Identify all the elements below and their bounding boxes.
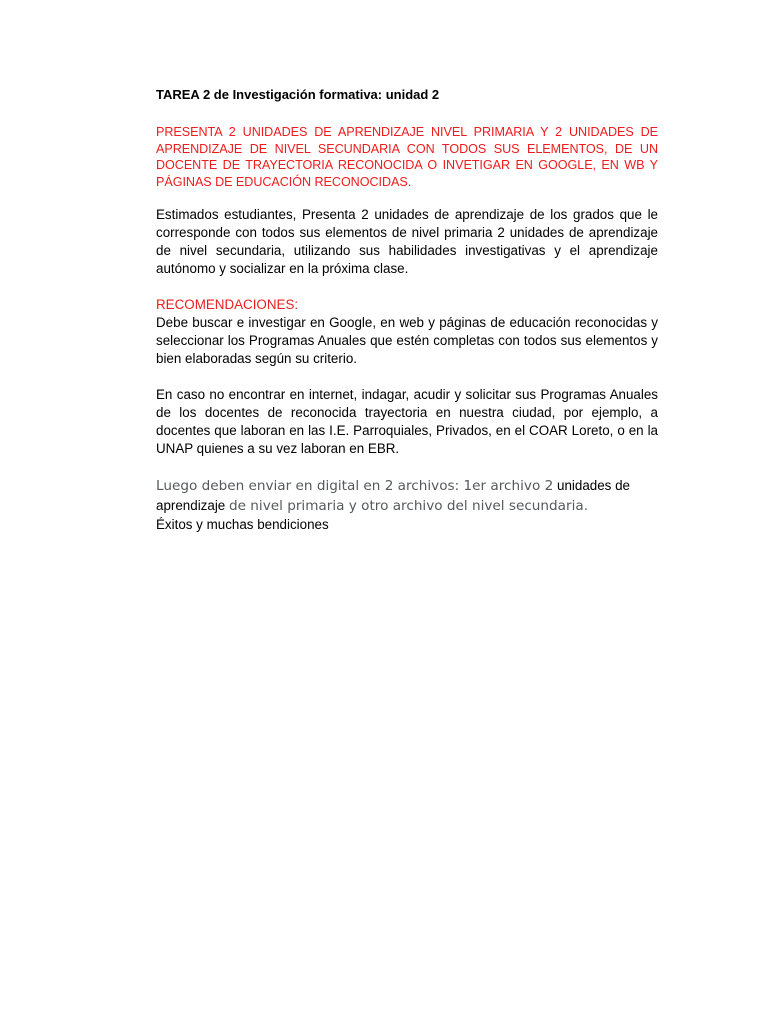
recommendation-search: Debe buscar e investigar en Google, en web y páginas de educación reconocidas y seleccionar los Programas Anuales que estén completas con todos sus elementos y bien elaboradas según su criterio. xyxy=(156,315,658,367)
closing-line: Éxitos y muchas bendiciones xyxy=(156,517,329,533)
document-body xyxy=(156,86,658,534)
intro-paragraph: Estimados estudiantes, Presenta 2 unidades de aprendizaje de los grados que le corresponde con todos sus elementos de nivel primaria 2 unidades de aprendizaje de nivel secundaria, utilizando sus habilidades investigativas y el aprendizaje autónomo y socializar en la próxima clase. xyxy=(156,207,658,277)
submission-part-1: Luego deben enviar en digital en 2 archivos: 1er archivo 2 xyxy=(156,478,554,495)
assignment-instruction: PRESENTA 2 UNIDADES DE APRENDIZAJE NIVEL PRIMARIA Y 2 UNIDADES DE APRENDIZAJE DE NIVEL SECUNDARIA CON TODOS SUS ELEMENTOS, DE UN DOCENTE DE TRAYECTORIA RECONOCIDA O INVETIGAR EN GOOGLE, EN WB Y PÁGINAS DE EDUCACIÓN RECONOCIDAS. xyxy=(156,125,658,189)
submission-part-4: . xyxy=(583,498,589,515)
document-title: TAREA 2 de Investigación formativa: unidad 2 xyxy=(156,87,440,102)
submission-part-2: unidades de aprendizaje xyxy=(156,478,630,514)
submission-instructions xyxy=(156,476,658,516)
recommendation-ask-teachers: En caso no encontrar en internet, indagar, acudir y solicitar sus Programas Anuales de los docentes de reconocida trayectoria en nuestra ciudad, por ejemplo, a docentes que laboran en las I.E. Parroquiales, Privados, en el COAR Loreto, o en la UNAP quienes a su vez laboran en EBR. xyxy=(156,387,658,457)
submission-part-3: de nivel primaria y otro archivo del nivel secundaria xyxy=(228,498,584,515)
recommendations-heading: RECOMENDACIONES: xyxy=(156,297,299,313)
